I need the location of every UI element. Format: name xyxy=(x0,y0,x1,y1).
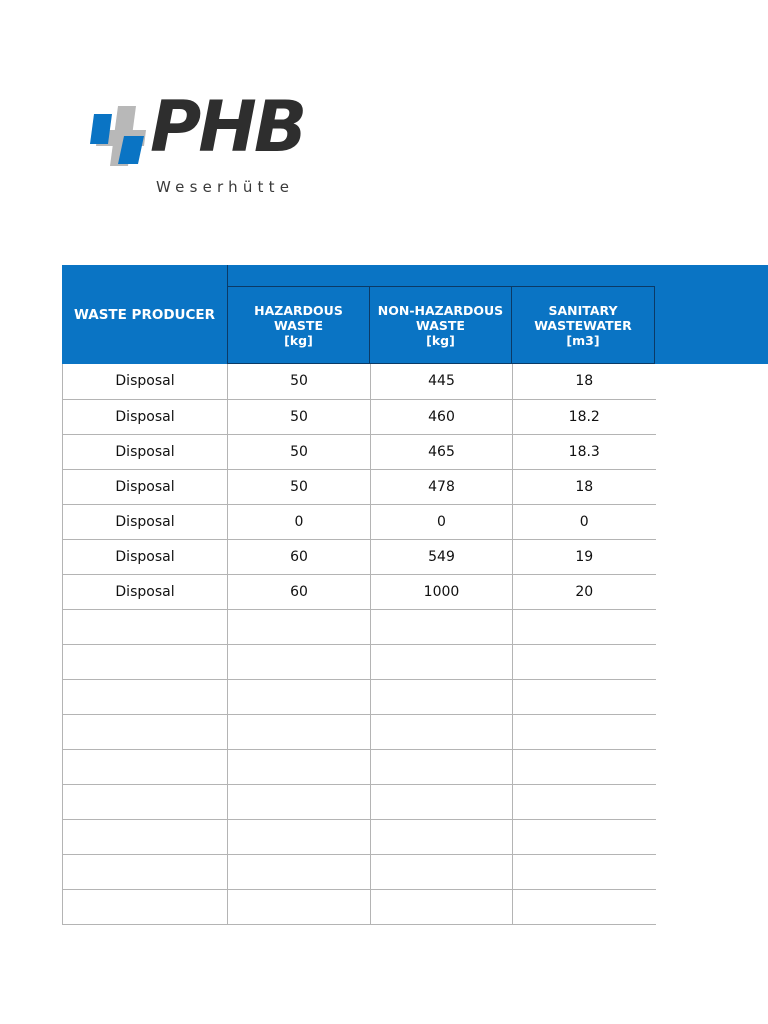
table-cell: 50 xyxy=(228,399,371,434)
table-cell xyxy=(513,609,656,644)
table-row xyxy=(63,364,656,399)
table-row xyxy=(63,784,656,819)
table-cell: 0 xyxy=(228,504,371,539)
table-cell xyxy=(371,819,513,854)
table-cell xyxy=(513,749,656,784)
table-cell: 60 xyxy=(228,539,371,574)
table-cell xyxy=(371,854,513,889)
table-cell: 60 xyxy=(228,574,371,609)
table-cell: 445 xyxy=(371,364,513,399)
column-header-hazardous-waste: HAZARDOUS WASTE [kg] xyxy=(228,287,370,363)
table-row xyxy=(63,819,656,854)
table-row xyxy=(63,679,656,714)
logo-wordmark: PHB xyxy=(150,86,305,168)
table-cell: Disposal xyxy=(63,574,228,609)
table-cell: Disposal xyxy=(63,399,228,434)
table-cell: 0 xyxy=(513,504,656,539)
table-cell xyxy=(63,889,228,924)
table-cell xyxy=(513,854,656,889)
table-cell: Disposal xyxy=(63,434,228,469)
table-cell: 20 xyxy=(513,574,656,609)
column-header-non-hazardous-waste: NON-HAZARDOUS WASTE [kg] xyxy=(370,287,512,363)
table-row xyxy=(63,434,656,469)
table-cell xyxy=(513,644,656,679)
table-row xyxy=(63,889,656,924)
table-cell: 50 xyxy=(228,434,371,469)
table-cell: 460 xyxy=(371,399,513,434)
table-cell xyxy=(513,784,656,819)
table-cell: Disposal xyxy=(63,364,228,399)
table-cell: 0 xyxy=(371,504,513,539)
table-cell: 478 xyxy=(371,469,513,504)
table-cell xyxy=(371,889,513,924)
table-row xyxy=(63,504,656,539)
table-cell xyxy=(63,854,228,889)
table-cell xyxy=(371,784,513,819)
table-cell: Disposal xyxy=(63,539,228,574)
table-cell xyxy=(63,644,228,679)
table-cell xyxy=(371,609,513,644)
table-cell xyxy=(228,889,371,924)
table-cell xyxy=(513,679,656,714)
table-cell xyxy=(228,714,371,749)
logo-subtitle: Weserhütte xyxy=(156,178,295,196)
table-cell: 18.2 xyxy=(513,399,656,434)
table-cell: Disposal xyxy=(63,504,228,539)
table-row xyxy=(63,609,656,644)
table-cell xyxy=(63,819,228,854)
table-row xyxy=(63,469,656,504)
table-cell: Disposal xyxy=(63,469,228,504)
table-cell: 50 xyxy=(228,469,371,504)
table-cell xyxy=(63,609,228,644)
table-cell xyxy=(63,679,228,714)
table-row xyxy=(63,644,656,679)
table-row xyxy=(63,714,656,749)
table-cell xyxy=(228,609,371,644)
table-cell xyxy=(228,854,371,889)
table-cell xyxy=(228,784,371,819)
table-cell: 18 xyxy=(513,364,656,399)
waste-table-body xyxy=(63,364,656,924)
table-cell xyxy=(63,784,228,819)
table-cell xyxy=(371,714,513,749)
table-cell xyxy=(371,749,513,784)
table-cell xyxy=(228,749,371,784)
table-cell: 465 xyxy=(371,434,513,469)
table-cell: 18.3 xyxy=(513,434,656,469)
table-cell: 549 xyxy=(371,539,513,574)
table-row xyxy=(63,399,656,434)
table-cell: 18 xyxy=(513,469,656,504)
table-cell xyxy=(371,679,513,714)
table-cell: 50 xyxy=(228,364,371,399)
table-cell xyxy=(228,644,371,679)
table-cell xyxy=(63,749,228,784)
table-row xyxy=(63,574,656,609)
table-row xyxy=(63,749,656,784)
table-cell xyxy=(513,889,656,924)
table-cell xyxy=(513,714,656,749)
table-cell xyxy=(371,644,513,679)
table-cell: 1000 xyxy=(371,574,513,609)
waste-table xyxy=(62,364,656,925)
column-header-waste-producer: WASTE PRODUCER xyxy=(73,306,216,323)
table-cell xyxy=(228,819,371,854)
table-row xyxy=(63,854,656,889)
table-cell xyxy=(228,679,371,714)
company-logo xyxy=(88,86,328,202)
table-cell xyxy=(513,819,656,854)
table-cell: 19 xyxy=(513,539,656,574)
column-header-sanitary-wastewater: SANITARY WASTEWATER [m3] xyxy=(512,287,655,363)
table-cell xyxy=(63,714,228,749)
logo-mark-icon xyxy=(88,106,158,170)
table-row xyxy=(63,539,656,574)
